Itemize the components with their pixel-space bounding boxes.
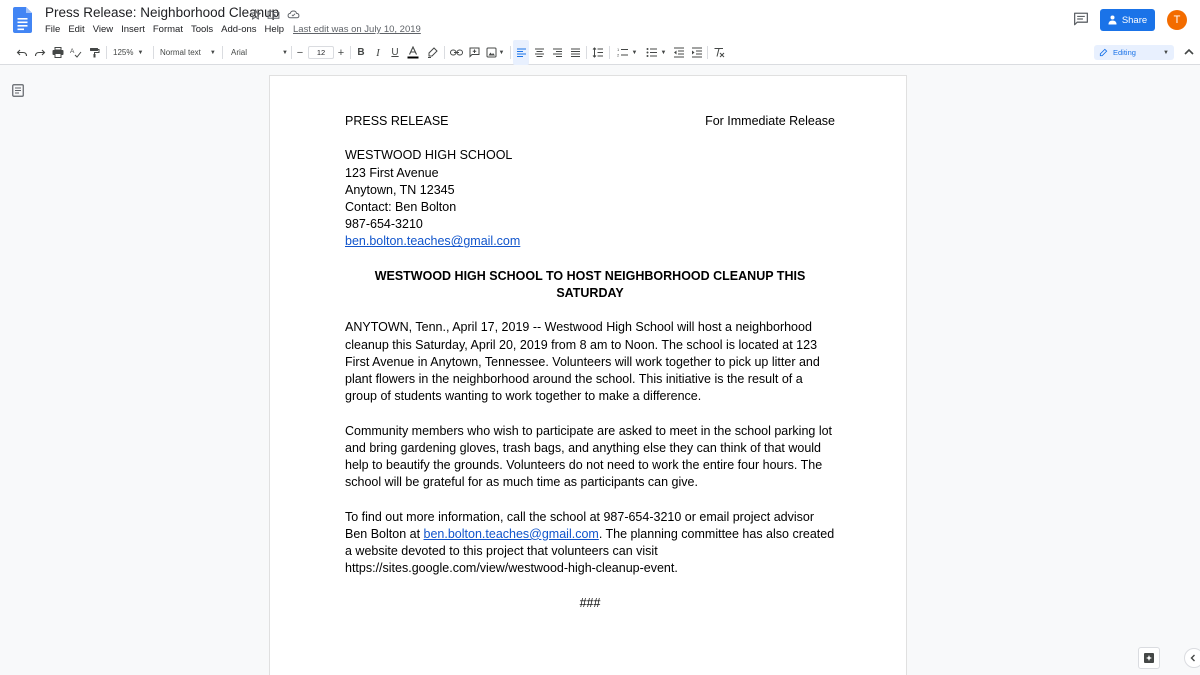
menu-add-ons[interactable]: Add-ons [221, 24, 257, 35]
headline: WESTWOOD HIGH SCHOOL TO HOST NEIGHBORHOOD CLEANUP THIS SATURDAY [374, 268, 806, 300]
font-value: Arial [231, 48, 248, 57]
align-left-icon[interactable] [513, 40, 529, 65]
star-icon[interactable] [248, 7, 262, 21]
document-title[interactable]: Press Release: Neighborhood Cleanup [45, 5, 280, 20]
explore-button[interactable] [1138, 647, 1160, 669]
paragraph-text: . The planning committee has also created a website devoted to this project that volunteers can visit https://sites.google.com/view/westwood-high-cleanup-event. [345, 526, 835, 576]
release-header [345, 113, 835, 130]
font-size-input[interactable]: 12 [308, 46, 334, 59]
svg-text:1: 1 [616, 47, 619, 52]
paragraph-style-value: Normal text [160, 48, 201, 57]
document-page[interactable] [269, 75, 907, 675]
cloud-saved-icon[interactable] [286, 7, 300, 21]
advisor-email-link[interactable]: ben.bolton.teaches@gmail.com [423, 526, 599, 541]
highlight-color-icon[interactable] [424, 40, 440, 65]
align-center-icon[interactable] [531, 40, 547, 65]
body-paragraph: Community members who wish to participate are asked to meet in the school parking lot and bring gardening gloves, trash bags, and anything else they can think of that would help to beautify the grounds. Volunteers do not need to work the entire four hours. The school will be grateful for as much time as participants can give. [345, 423, 833, 490]
share-button[interactable] [1100, 9, 1155, 31]
decrease-font-size-button[interactable]: − [296, 46, 304, 59]
toolbar-divider [586, 46, 587, 59]
contact-line: Contact: Ben Bolton [345, 200, 457, 214]
text-color-icon[interactable] [405, 40, 421, 65]
editing-mode-label: Editing [1113, 48, 1136, 57]
menu-file[interactable]: File [45, 24, 61, 35]
address-line: Anytown, TN 12345 [345, 182, 455, 197]
google-docs-logo-icon[interactable] [13, 7, 32, 33]
zoom-dropdown[interactable] [113, 40, 149, 65]
chevron-down-icon: ▼ [209, 49, 216, 56]
bold-icon[interactable]: B [357, 47, 365, 58]
insert-link-icon[interactable] [448, 40, 464, 65]
decrease-indent-icon[interactable] [671, 40, 687, 65]
menu-format[interactable]: Format [152, 24, 183, 35]
insert-comment-icon[interactable] [466, 40, 482, 65]
align-right-icon[interactable] [549, 40, 565, 65]
last-edit-link[interactable]: Last edit was on July 10, 2019 [293, 24, 421, 35]
lock-person-icon [1108, 15, 1117, 25]
chevron-down-icon: ▼ [282, 49, 288, 56]
toolbar-divider [444, 46, 445, 59]
chevron-down-icon: ▼ [1163, 49, 1169, 56]
paragraph-style-dropdown[interactable] [160, 40, 218, 65]
editing-mode-dropdown[interactable] [1094, 45, 1174, 60]
address-line: 123 First Avenue [345, 165, 439, 180]
toolbar-divider [707, 46, 708, 59]
svg-text:A: A [70, 48, 75, 55]
end-mark: ### [579, 595, 601, 610]
paragraph-text: To find out more information, call the school at 987-654-3210 or email project advisor Ben Bolton at [345, 509, 815, 541]
menu-tools[interactable]: Tools [190, 24, 214, 35]
spellcheck-icon[interactable] [68, 40, 84, 65]
menu-edit[interactable]: Edit [68, 24, 85, 35]
chevron-left-icon [1189, 654, 1197, 662]
side-panel-toggle[interactable] [1184, 648, 1200, 668]
address-line: WESTWOOD HIGH SCHOOL [345, 148, 513, 163]
move-folder-icon[interactable] [266, 7, 280, 21]
underline-icon[interactable]: U [391, 47, 399, 58]
account-avatar[interactable]: T [1167, 10, 1187, 30]
document-body[interactable] [345, 113, 835, 612]
menu-bar [45, 24, 292, 35]
toolbar-divider [153, 46, 154, 59]
press-release-label: PRESS RELEASE [345, 114, 449, 128]
menu-view[interactable]: View [92, 24, 114, 35]
justify-icon[interactable] [567, 40, 583, 65]
increase-indent-icon[interactable] [689, 40, 705, 65]
contact-email-link[interactable]: ben.bolton.teaches@gmail.com [345, 234, 521, 249]
line-spacing-icon[interactable] [590, 40, 606, 65]
phone-line: 987-654-3210 [345, 217, 423, 232]
zoom-value: 125% [113, 48, 134, 57]
bulleted-list-icon[interactable]: ▼ [643, 40, 669, 65]
toolbar-divider [350, 46, 351, 59]
menu-insert[interactable]: Insert [121, 24, 145, 35]
body-paragraph: ANYTOWN, Tenn., April 17, 2019 -- Westwood High School will host a neighborhood cleanup this Saturday, April 20, 2019 from 8 am to Noon. The school is located at 123 First Avenue in Anytown, Tennessee. Volunteers will work together to pick up litter and plant flowers in the neighborhood around the school. This initiative is the result of a group of students wanting to work together to make a difference. [345, 320, 820, 404]
print-icon[interactable] [50, 40, 66, 65]
increase-font-size-button[interactable]: + [337, 46, 345, 59]
title-bar [0, 0, 1200, 40]
clear-formatting-icon[interactable] [711, 40, 727, 65]
body-paragraph [345, 509, 835, 578]
pencil-icon [1099, 48, 1108, 57]
svg-text:2: 2 [616, 52, 619, 58]
redo-icon[interactable] [32, 40, 48, 65]
chevron-up-icon[interactable] [1183, 46, 1195, 58]
toolbar [0, 40, 1200, 65]
insert-image-icon[interactable]: ▼ [484, 40, 506, 65]
toolbar-divider [291, 46, 292, 59]
paint-format-icon[interactable] [86, 40, 102, 65]
toolbar-divider [609, 46, 610, 59]
chevron-down-icon: ▼ [137, 49, 144, 56]
comment-history-icon[interactable] [1073, 12, 1089, 26]
explore-icon [1143, 652, 1155, 664]
numbered-list-icon[interactable]: 1 2 ▼ [616, 47, 638, 58]
document-outline-icon[interactable] [12, 84, 24, 97]
share-label: Share [1121, 14, 1148, 26]
undo-icon[interactable] [14, 40, 30, 65]
release-timing: For Immediate Release [705, 114, 835, 128]
font-dropdown[interactable] [231, 40, 289, 65]
toolbar-divider [510, 46, 511, 59]
toolbar-divider [106, 46, 107, 59]
toolbar-divider [222, 46, 223, 59]
menu-help[interactable]: Help [264, 24, 285, 35]
italic-icon[interactable]: I [376, 46, 380, 59]
